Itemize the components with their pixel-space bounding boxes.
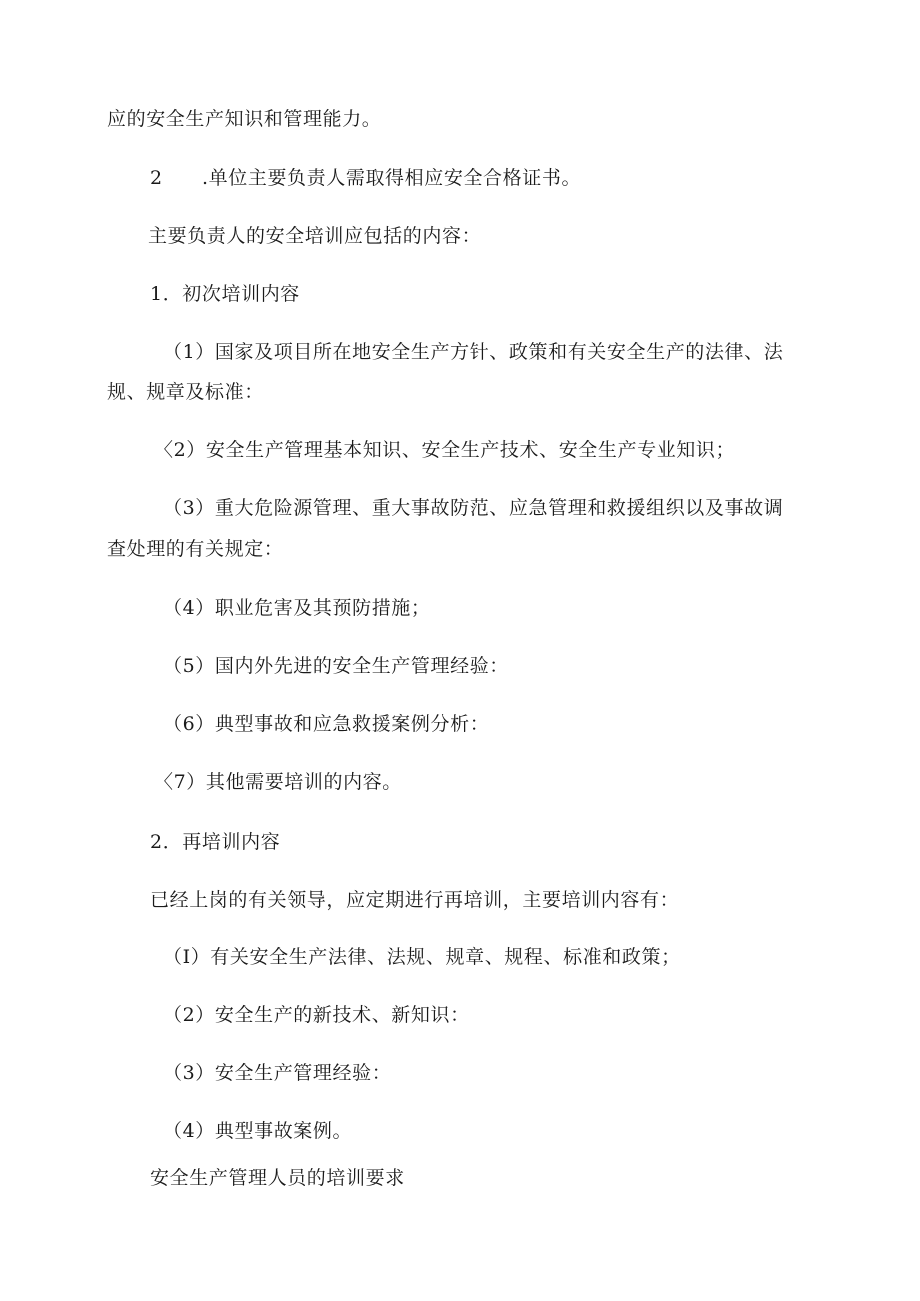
subheading-initial-training: 1．初次培训内容 — [150, 283, 300, 305]
list-item-4: （4）职业危害及其预防措施； — [163, 597, 431, 619]
list-item-7: 〈7）其他需要培训的内容。 — [154, 771, 402, 793]
list-item-5: （5）国内外先进的安全生产管理经验： — [163, 655, 509, 677]
item-number: 2 — [150, 167, 163, 189]
list-item-3-line-2: 查处理的有关规定： — [107, 538, 284, 560]
section-intro: 主要负责人的安全培训应包括的内容： — [148, 225, 482, 247]
list-item-1-line-2: 规、规章及标准： — [107, 381, 264, 403]
section-heading-managers: 安全生产管理人员的培训要求 — [150, 1167, 405, 1189]
retraining-item-4: （4）典型事故案例。 — [163, 1120, 353, 1142]
retraining-item-1: （I）有关安全生产法律、法规、规章、规程、标准和政策； — [163, 946, 681, 968]
subheading-retraining: 2．再培训内容 — [150, 831, 281, 853]
list-item-3-line-1: （3）重大危险源管理、重大事故防范、应急管理和救援组织以及事故调 — [163, 497, 784, 519]
item-2-certificate — [150, 166, 581, 190]
retraining-intro: 已经上岗的有关领导，应定期进行再培训，主要培训内容有： — [150, 889, 680, 911]
paragraph-continuation: 应的安全生产知识和管理能力。 — [107, 108, 382, 130]
item-text: .单位主要负责人需取得相应安全合格证书。 — [202, 167, 582, 189]
list-item-6: （6）典型事故和应急救援案例分析： — [163, 713, 490, 735]
retraining-item-2: （2）安全生产的新技术、新知识： — [163, 1004, 470, 1026]
list-item-1-line-1: （1）国家及项目所在地安全生产方针、政策和有关安全生产的法律、法 — [163, 341, 784, 363]
list-item-2: 〈2）安全生产管理基本知识、安全生产技术、安全生产专业知识； — [154, 439, 736, 461]
retraining-item-3: （3）安全生产管理经验： — [163, 1062, 392, 1084]
